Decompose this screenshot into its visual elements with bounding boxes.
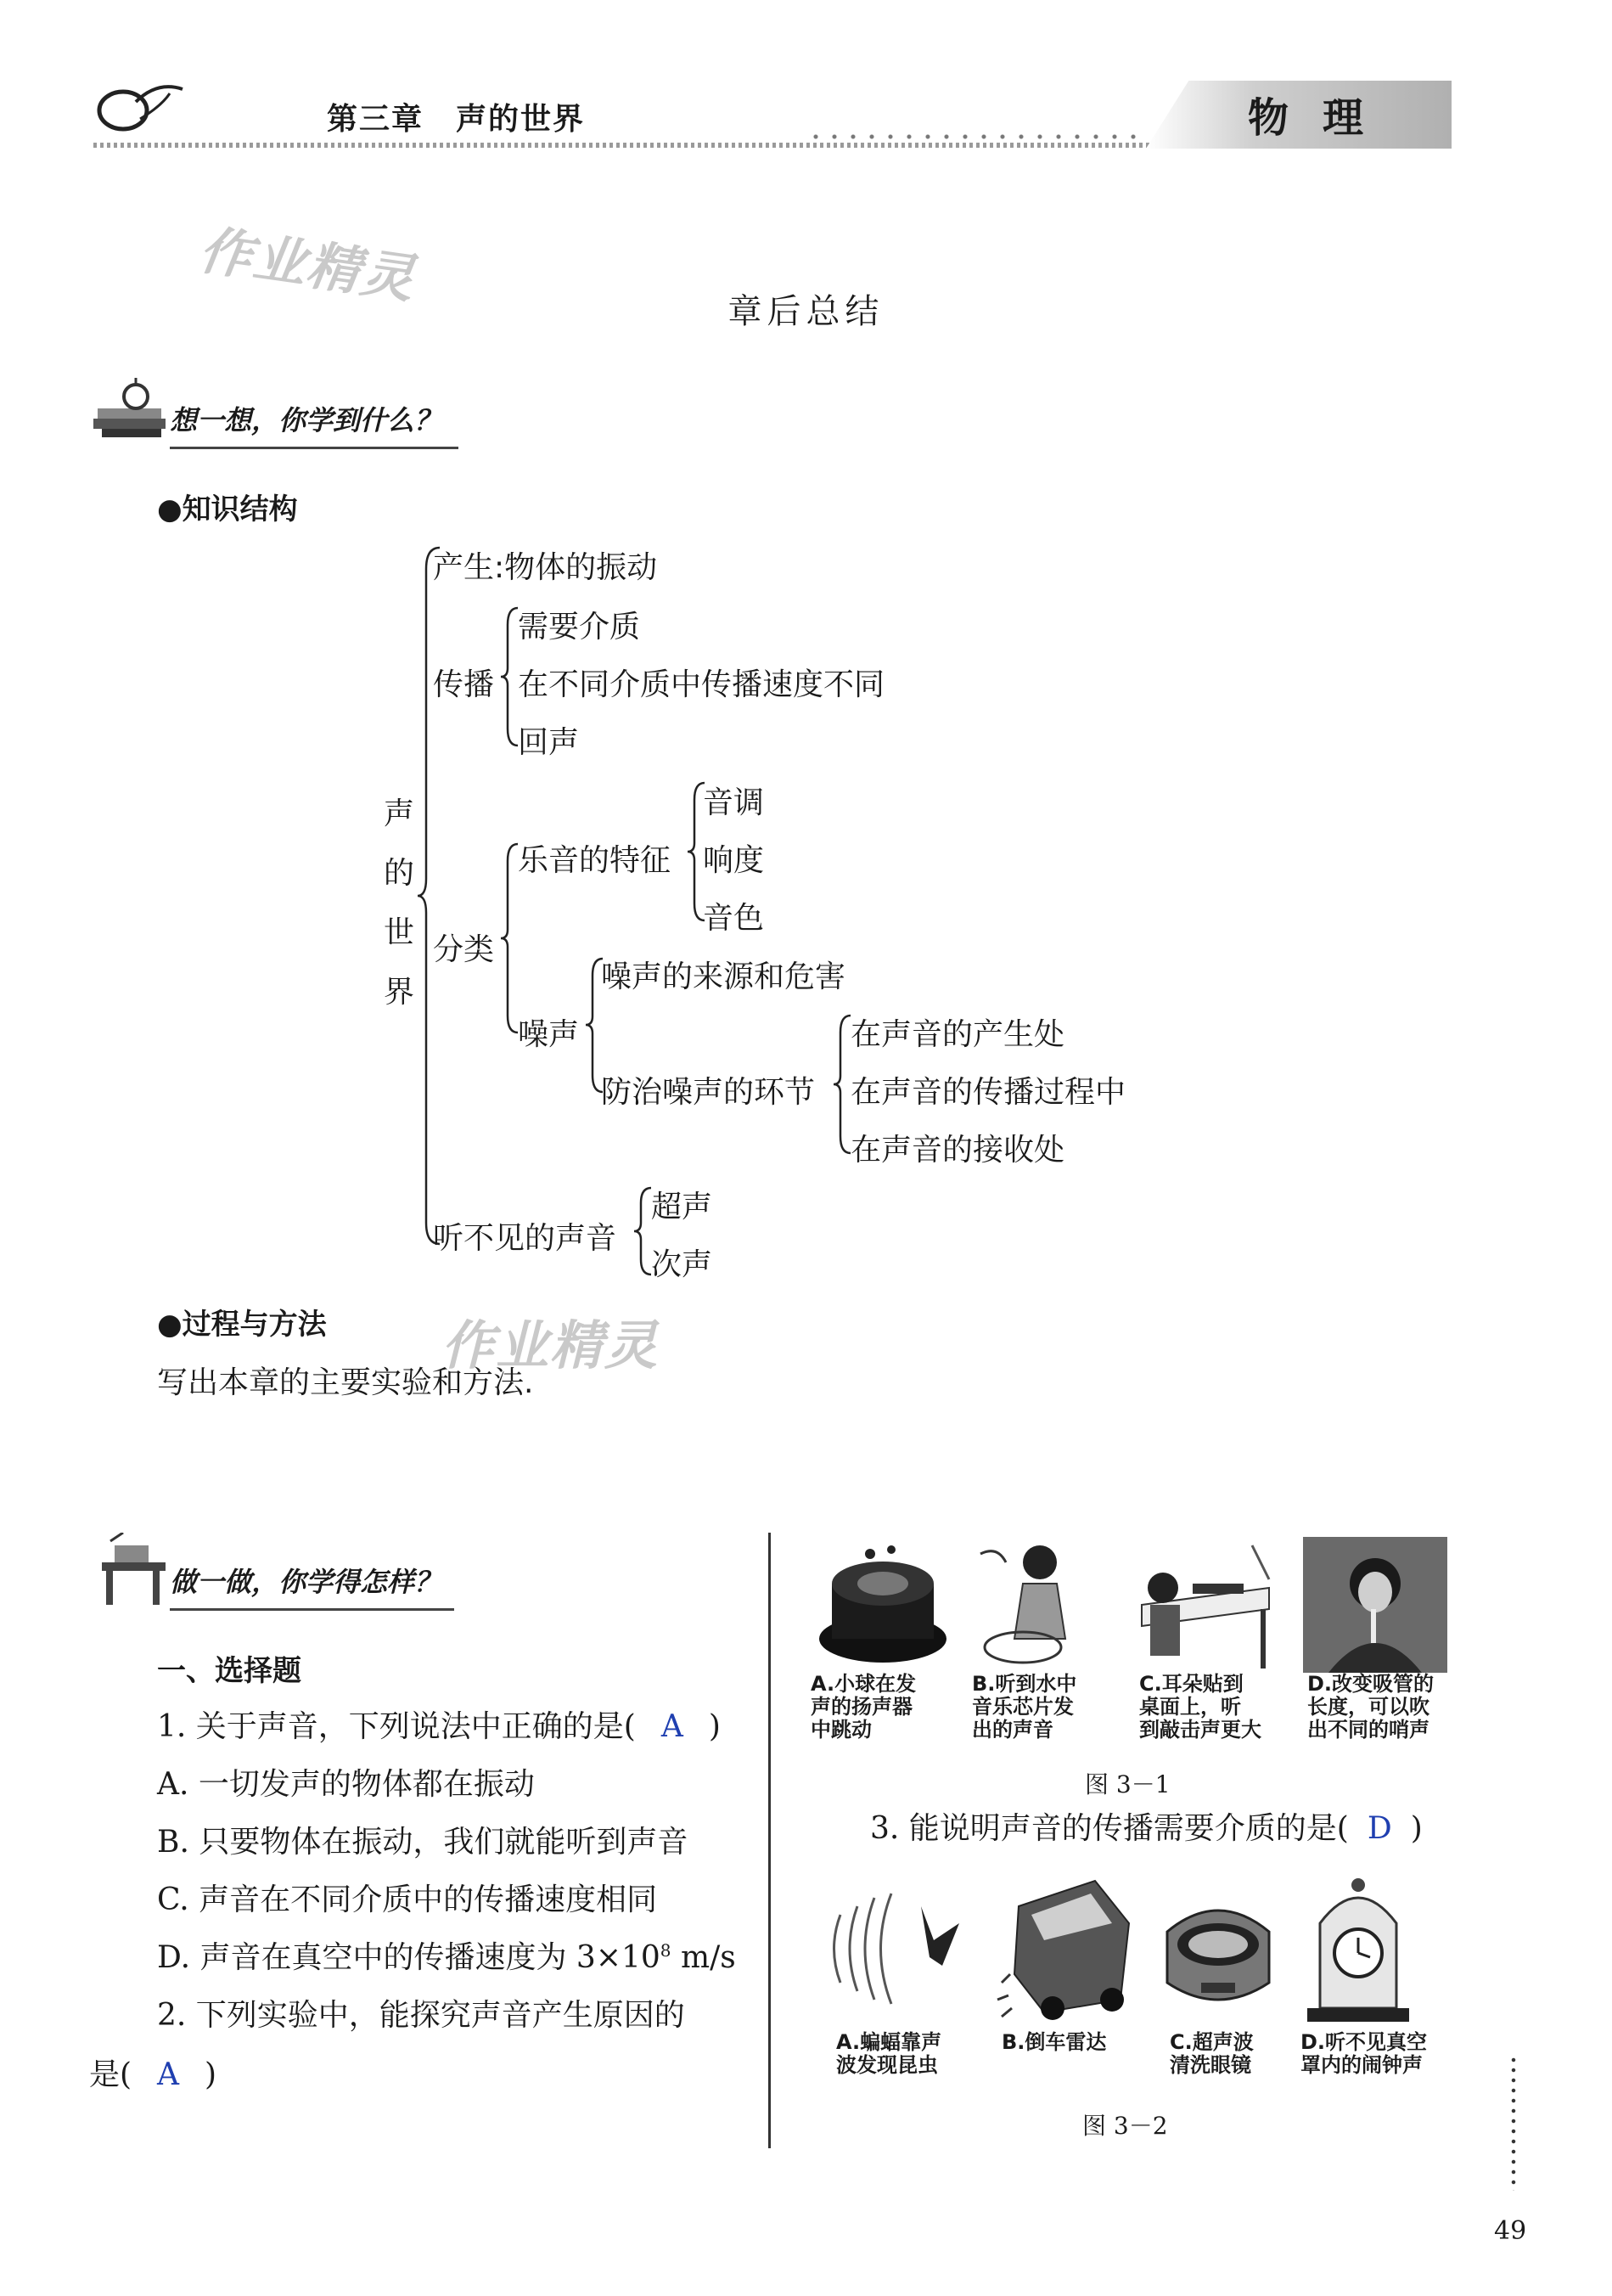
header-dots: [806, 129, 1146, 144]
brace-root: [416, 543, 441, 1248]
subject-label: 物理: [1248, 94, 1398, 142]
figure-3-2-label: 图 3－2: [1082, 2112, 1168, 2140]
tree-inaudible-item: 超声: [651, 1190, 713, 1224]
tree-produce: 产生:物体的振动: [433, 550, 658, 585]
tree-propagate-item: 回声: [518, 725, 580, 760]
section-banner-think: 想一想，你学到什么？: [170, 399, 458, 449]
figure-3-1-caption-c: C.耳朵贴到 桌面上，听 到敲击声更大: [1139, 1672, 1261, 1742]
tree-root-char: 声: [384, 796, 415, 831]
brace-noise-control: [832, 1012, 852, 1156]
watermark: 作业精灵: [441, 1314, 660, 1376]
part-heading: 一、选择题: [157, 1654, 301, 1688]
tree-music-item: 响度: [703, 843, 765, 878]
q1-answer: A: [660, 1709, 683, 1744]
figure-3-1-caption-d: D.改变吸管的 长度，可以吹 出不同的哨声: [1307, 1672, 1435, 1742]
tree-propagate: 传播: [433, 667, 495, 702]
brace-inaudible: [632, 1185, 653, 1278]
tree-noise-control: 防治噪声的环节: [601, 1075, 816, 1110]
tree-root-char: 的: [384, 856, 415, 891]
tree-noise-source: 噪声的来源和危害: [601, 959, 846, 994]
figure-3-1-c-image: [1133, 1537, 1278, 1673]
think-icon: [89, 378, 174, 449]
chapter-title: 第三章 声的世界: [327, 102, 586, 137]
desk-icon: [93, 1533, 178, 1612]
q2-stem-line2: 是( A ): [89, 2057, 217, 2092]
tree-noise: 噪声: [518, 1017, 580, 1052]
q1-stem: 1. 关于声音，下列说法中正确的是( A ): [157, 1709, 721, 1744]
tree-propagate-item: 在不同介质中传播速度不同: [518, 667, 885, 702]
figure-3-2-b-image: [993, 1872, 1137, 2025]
watermark: 作业精灵: [195, 218, 420, 311]
q1-option: C. 声音在不同介质中的传播速度相同: [157, 1882, 658, 1917]
brace-classify: [499, 841, 520, 1036]
figure-3-1-label: 图 3－1: [1085, 1770, 1171, 1798]
page-number: 49: [1494, 2216, 1527, 2246]
figure-3-1-d-image: [1303, 1537, 1447, 1673]
section-banner-do: 做一做，你学得怎样？: [170, 1561, 454, 1611]
tree-root-char: 界: [384, 975, 415, 1010]
q3-stem: 3. 能说明声音的传播需要介质的是( D ): [870, 1811, 1423, 1846]
tree-propagate-item: 需要介质: [518, 610, 641, 644]
q1-option: B. 只要物体在振动，我们就能听到声音: [157, 1825, 688, 1860]
figure-3-1-a-image: [811, 1537, 955, 1673]
q1-option: A. 一切发声的物体都在振动: [157, 1767, 535, 1802]
figure-3-2-caption-b: B.倒车雷达: [1002, 2030, 1107, 2054]
margin-dots: [1511, 2055, 1516, 2191]
figure-3-1-b-image: [972, 1537, 1091, 1673]
tree-music-item: 音调: [703, 785, 765, 820]
tree-music: 乐音的特征: [518, 843, 671, 878]
tree-root-char: 世: [384, 915, 415, 950]
figure-3-1-caption-a: A.小球在发 声的扬声器 中跳动: [811, 1672, 917, 1742]
tree-inaudible: 听不见的声音: [433, 1221, 617, 1256]
figure-3-2-c-image: [1150, 1872, 1286, 2025]
figure-3-1-caption-b: B.听到水中 音乐芯片发 出的声音: [972, 1672, 1077, 1742]
tree-noise-control-item: 在声音的产生处: [851, 1017, 1065, 1052]
tree-inaudible-item: 次声: [651, 1247, 713, 1282]
figure-3-2-a-image: [823, 1872, 968, 2025]
figure-3-2-caption-d: D.听不见真空 罩内的闹钟声: [1300, 2030, 1428, 2077]
q1-option: D. 声音在真空中的传播速度为 $3\times 10^8$ m/s: [157, 1940, 736, 1975]
process-text: 写出本章的主要实验和方法.: [157, 1365, 534, 1400]
figure-3-2-caption-a: A.蝙蝠靠声 波发现昆虫: [836, 2030, 942, 2077]
logo-mark: [89, 72, 191, 144]
q2-answer: A: [157, 2057, 180, 2092]
tree-classify: 分类: [433, 932, 495, 967]
q3-answer: D: [1367, 1811, 1392, 1846]
figure-3-2-caption-c: C.超声波 清洗眼镜: [1170, 2030, 1254, 2077]
figure-3-2-d-image: [1299, 1872, 1418, 2029]
tree-noise-control-item: 在声音的接收处: [851, 1133, 1065, 1168]
tree-noise-control-item: 在声音的传播过程中: [851, 1075, 1126, 1110]
process-heading: ●过程与方法: [157, 1308, 327, 1342]
knowledge-heading: ●知识结构: [157, 492, 298, 526]
q2-stem: 2. 下列实验中，能探究声音产生原因的: [157, 1998, 685, 2033]
column-divider: [768, 1533, 771, 2148]
brace-propagate: [499, 605, 520, 749]
page-title: 章后总结: [727, 292, 885, 331]
tree-music-item: 音色: [703, 901, 765, 936]
